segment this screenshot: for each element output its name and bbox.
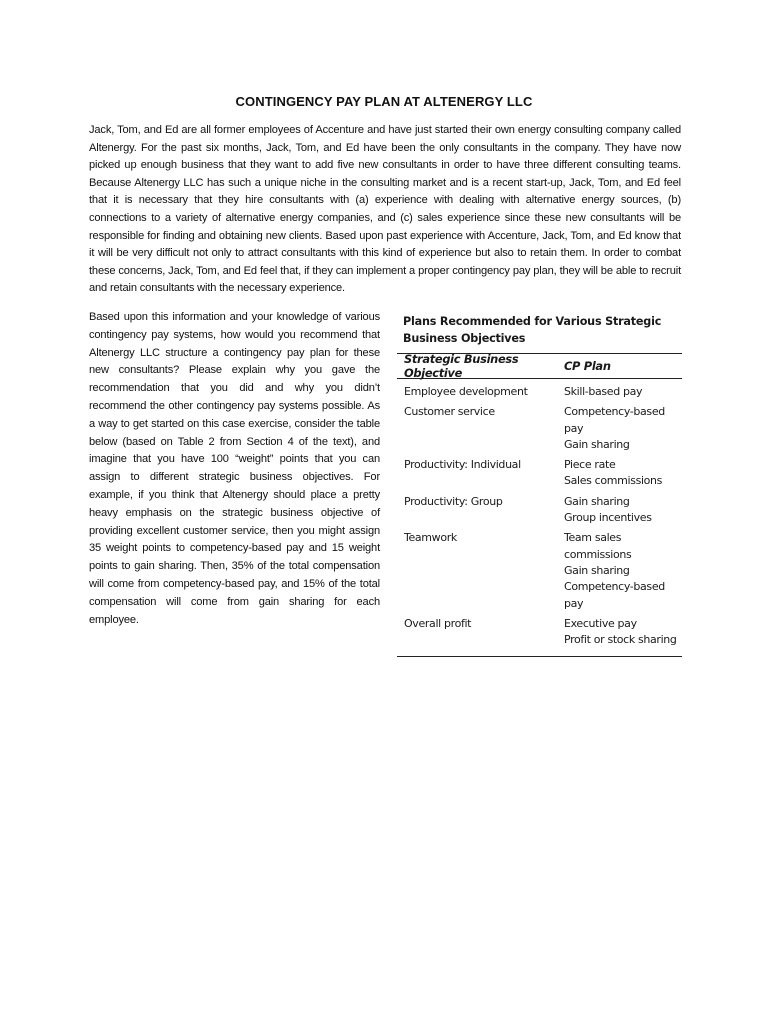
- plan-item: Team sales commissions: [564, 531, 632, 561]
- cp-plan-table: [397, 314, 682, 657]
- table-row: [397, 384, 682, 400]
- plan-item: Competency-based pay: [564, 580, 665, 610]
- table-body: [397, 379, 682, 657]
- table-row: [397, 404, 682, 453]
- plan-item: Profit or stock sharing: [564, 633, 677, 647]
- objective-cell: Employee development: [404, 385, 528, 398]
- plan-item: Sales commissions: [564, 474, 663, 488]
- plan-item: Gain sharing: [564, 437, 630, 451]
- table-caption: Plans Recommended for Various Strategic Business Objectives: [403, 315, 662, 345]
- table-row: [397, 494, 682, 527]
- objective-cell: Productivity: Individual: [404, 458, 521, 472]
- page-title: CONTINGENCY PAY PLAN AT ALTENERGY LLC: [235, 94, 533, 109]
- header-objective: Strategic Business Objective: [404, 352, 519, 380]
- plan-cell: [564, 616, 682, 649]
- plan-cell: [564, 457, 682, 490]
- plan-item: Skill-based pay: [564, 385, 643, 398]
- objective-cell: Overall profit: [404, 616, 472, 630]
- plan-item: Gain sharing: [564, 563, 630, 577]
- table-row: [397, 457, 682, 490]
- objective-cell: Teamwork: [404, 531, 457, 545]
- plan-cell: [564, 384, 682, 400]
- plan-item: Group incentives: [564, 511, 652, 525]
- table-row: [397, 530, 682, 611]
- table-row: [397, 616, 682, 649]
- header-cp-plan: CP Plan: [564, 359, 611, 373]
- table-header-row: [397, 354, 682, 379]
- plan-item: Executive pay: [564, 616, 637, 630]
- plan-cell: [564, 404, 682, 453]
- objective-cell: Productivity: Group: [404, 494, 503, 508]
- plan-cell: [564, 530, 682, 611]
- plan-item: Competency-based pay: [564, 405, 665, 435]
- objective-cell: Customer service: [404, 405, 495, 419]
- intro-paragraph: Jack, Tom, and Ed are all former employees of Accenture and have just started their own energy consulting company called Altenergy. For the past six months, Jack, Tom, and Ed have been the only consultants in the company. They have now picked up enough business that they want to add five new consultants in order to have three different consulting teams. Because Altenergy LLC has such a unique niche in the consulting market and is a recent start-up, Jack, Tom, and Ed feel that it is necessary that they hire consultants with (a) experience with dealing with alternative energy sources, (b) connections to a variety of alternative energy companies, and (c) sales experience since these new consultants will be responsible for finding and obtaining new clients. Based upon past experience with Accenture, Jack, Tom, and Ed know that it will be very difficult not only to attract consultants with this kind of experience but also to retain them. In order to combat these concerns, Jack, Tom, and Ed feel that, if they can implement a proper contingency pay plan, they will be able to recruit and retain consultants with the necessary experience.: [89, 124, 681, 295]
- plan-cell: [564, 494, 682, 527]
- question-paragraph: Based upon this information and your knowledge of various contingency pay systems, how would you recommend that Altenergy LLC structure a contingency pay plan for these new consultants? Please explain why you gave the recommendation that you did and why you didn’t recommend the other contingency pay systems possible. As a way to get started on this case exercise, consider the table below (based on Table 2 from Section 4 of the text), and imagine that you have 100 “weight” points that you can assign to different strategic business objectives. For example, if you think that Altenergy should place a pretty heavy emphasis on the strategic business objective of providing excellent customer service, then you might assign 35 weight points to competency-based pay and 15 weight points to gain sharing. Then, 35% of the total compensation will come from competency-based pay, and 15% of the total compensation will come from gain sharing for each employee.: [89, 311, 380, 626]
- plan-item: Gain sharing: [564, 494, 630, 508]
- plan-item: Piece rate: [564, 458, 616, 472]
